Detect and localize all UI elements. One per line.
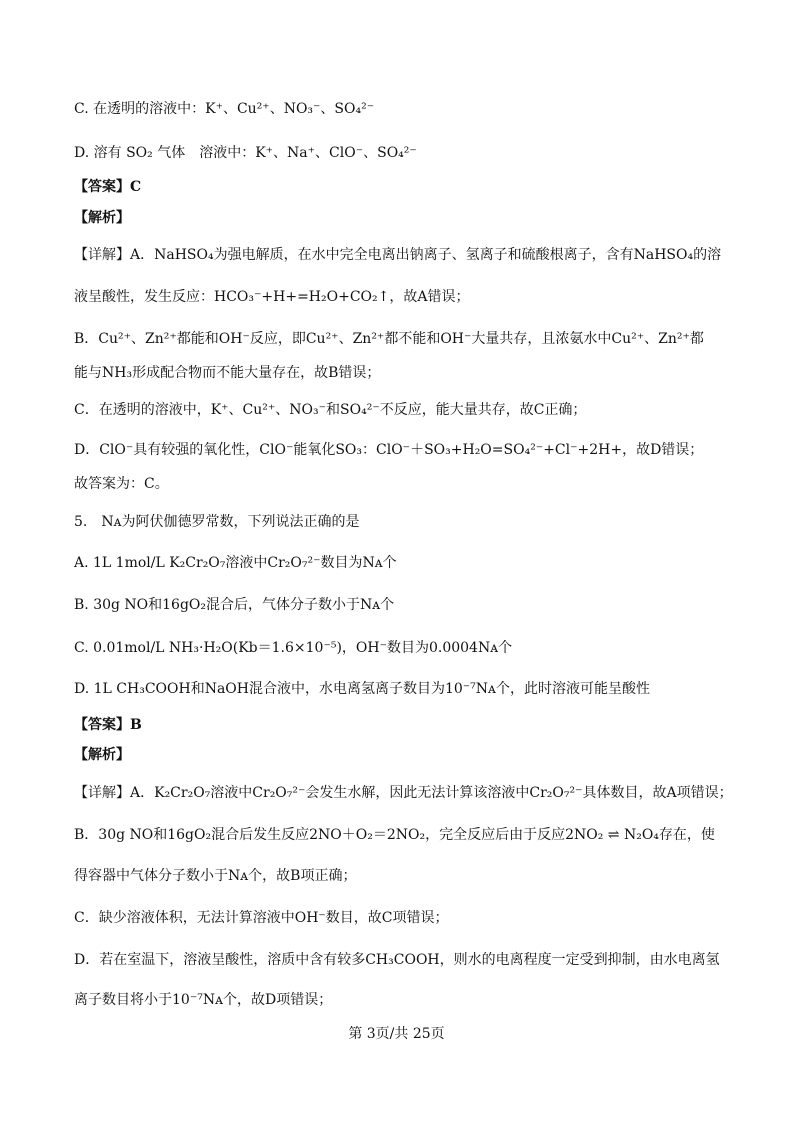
q5-answer-line: 【答案】B xyxy=(74,717,142,733)
q5-detail-d-line-2: 离子数目将小于10⁻⁷Nᴀ个，故D项错误； xyxy=(74,992,333,1008)
answer-line: 【答案】C xyxy=(74,179,142,195)
option-c-line: C. 在透明的溶液中：K⁺、Cu²⁺、NO₃⁻、SO₄²⁻ xyxy=(74,101,375,117)
detail-c-line: C．在透明的溶液中，K⁺、Cu²⁺、NO₃⁻和SO₄²⁻不反应，能大量共存，故C正确； xyxy=(74,402,587,418)
analysis-heading: 【解析】 xyxy=(74,210,130,226)
q5-detail-b-line-2: 得容器中气体分子数小于Nᴀ个，故B项正确； xyxy=(74,868,357,884)
q5-option-d: D. 1L CH₃COOH和NaOH混合液中，水电离氢离子数目为10⁻⁷Nᴀ个，此时溶液可能呈酸性 xyxy=(74,681,650,697)
page-footer: 第 3页/共 25页 xyxy=(348,1026,445,1042)
detail-a-line-1: 【详解】A．NaHSO₄为强电解质，在水中完全电离出钠离子、氢离子和硫酸根离子，含有NaHSO₄的溶 xyxy=(74,247,722,263)
detail-b-line-2: 能与NH₃形成配合物而不能大量存在，故B错误； xyxy=(74,365,381,381)
q5-detail-c: C．缺少溶液体积，无法计算溶液中OH⁻数目，故C项错误； xyxy=(74,910,449,926)
q5-option-a: A. 1L 1mol/L K₂Cr₂O₇溶液中Cr₂O₇²⁻数目为Nᴀ个 xyxy=(74,555,397,571)
detail-b-line-1: B．Cu²⁺、Zn²⁺都能和OH⁻反应，即Cu²⁺、Zn²⁺都不能和OH⁻大量共存，且浓氨水中Cu²⁺、Zn²⁺都 xyxy=(74,331,704,347)
detail-a-line-2: 液呈酸性，发生反应：HCO₃⁻+H+=H₂O+CO₂↑，故A错误； xyxy=(74,289,470,305)
q5-option-b: B. 30g NO和16gO₂混合后，气体分子数小于Nᴀ个 xyxy=(74,597,395,613)
q5-detail-a: 【详解】A．K₂Cr₂O₇溶液中Cr₂O₇²⁻会发生水解，因此无法计算该溶液中Cr₂O₇²⁻具体数目，故A项错误； xyxy=(74,785,733,801)
option-d-line: D. 溶有 SO₂ 气体 溶液中：K⁺、Na⁺、ClO⁻、SO₄²⁻ xyxy=(74,145,417,161)
q5-detail-b-line-1: B．30g NO和16gO₂混合后发生反应2NO＋O₂＝2NO₂，完全反应后由于反应2NO₂ ⇌ N₂O₄存在，使 xyxy=(74,827,715,843)
question-5-stem: 5. Nᴀ为阿伏伽德罗常数，下列说法正确的是 xyxy=(74,514,360,530)
q5-detail-d-line-1: D．若在室温下，溶液呈酸性，溶质中含有较多CH₃COOH，则水的电离程度一定受到抑制，由水电离氢 xyxy=(74,952,720,968)
q5-analysis-heading: 【解析】 xyxy=(74,747,130,763)
q5-option-c: C. 0.01mol/L NH₃·H₂O(Kb＝1.6×10⁻⁵)，OH⁻数目为0.0004Nᴀ个 xyxy=(74,640,513,656)
conclusion-line: 故答案为：C。 xyxy=(74,476,169,492)
detail-d-line: D．ClO⁻具有较强的氧化性，ClO⁻能氧化SO₃：ClO⁻＋SO₃+H₂O=SO₄²⁻+Cl⁻+2H+，故D错误； xyxy=(74,442,704,458)
